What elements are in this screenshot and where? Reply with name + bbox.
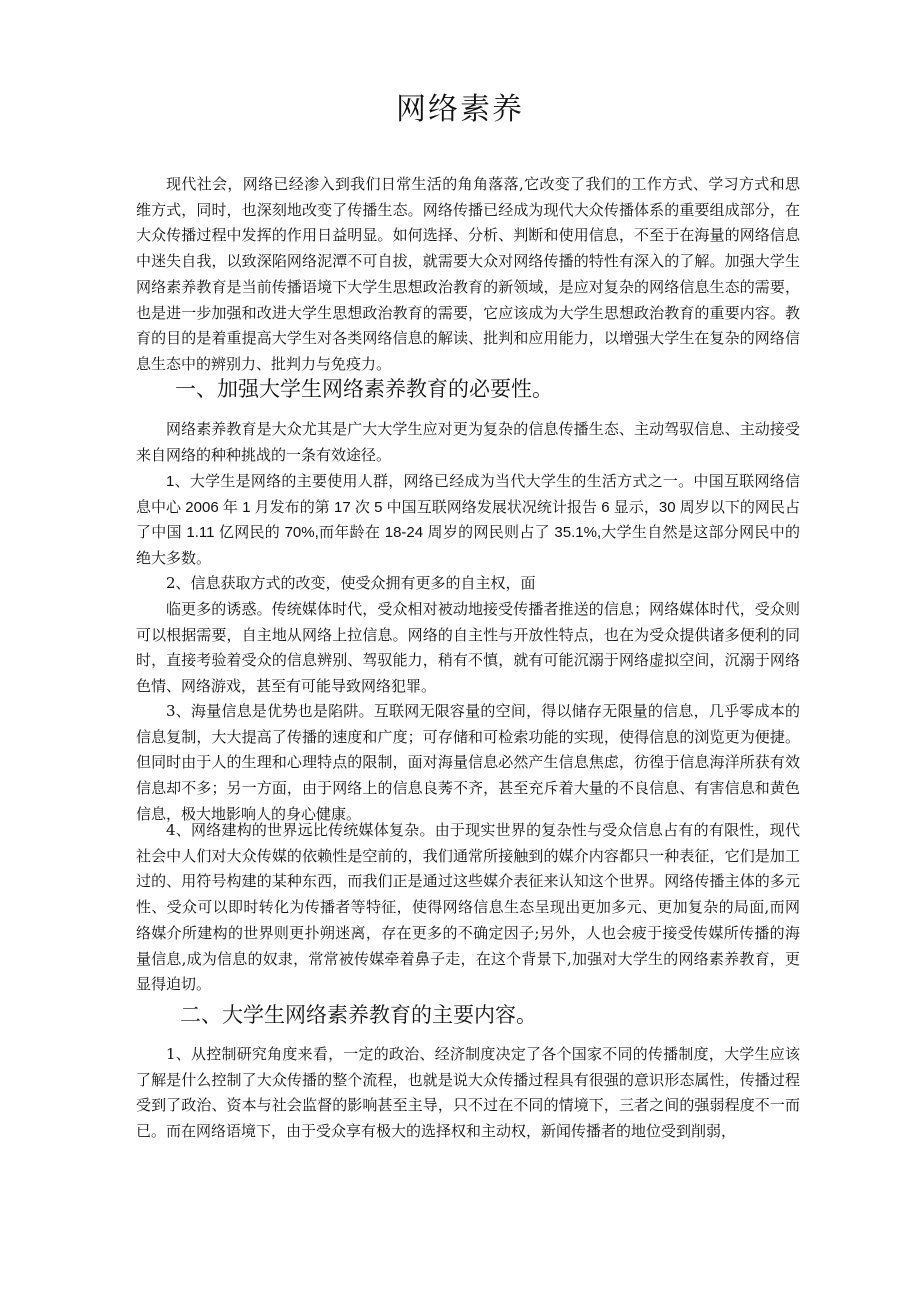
- section-1-paragraph-3: 3、海量信息是优势也是陷阱。互联网无限容量的空间，得以储存无限量的信息，几乎零成本的信息复制，大大提高了传播的速度和广度；可存储和可检索功能的实现，使得信息的浏览更为便捷。但同时由于人的生理和心理特点的限制，面对海量信息必然产生信息焦虑，彷徨于信息海洋所获有效信息却不多；另一方面，由于网络上的信息良莠不齐，甚至充斥着大量的不良信息、有害信息和黄色信息，极大地影响人的身心健康。: [136, 702, 800, 823]
- section-1-heading: 一、加强大学生网络素养教育的必要性。: [175, 377, 553, 401]
- section-1-paragraph-2b: 临更多的诱惑。传统媒体时代，受众相对被动地接受传播者推送的信息；网络媒体时代，受众则可以根据需要，自主地从网络上拉信息。网络的自主性与开放性特点，也在为受众提供诸多便利的同时，直接考验着受众的信息辨别、驾驭能力，稍有不慎，就有可能沉溺于网络虚拟空间，沉溺于网络色情、网络游戏，甚至有可能导致网络犯罪。: [136, 600, 800, 696]
- section-1-paragraph-intro: 网络素养教育是大众尤其是广大大学生应对更为复杂的信息传播生态、主动驾驭信息、主动接受来自网络的种种挑战的一条有效途径。: [136, 420, 800, 464]
- document-title: 网络素养: [396, 92, 524, 127]
- intro-paragraph: 现代社会，网络已经渗入到我们日常生活的角角落落,它改变了我们的工作方式、学习方式和思维方式，同时，也深刻地改变了传播生态。网络传播已经成为现代大众传播体系的重要组成部分，在大众传播过程中发挥的作用日益明显。如何选择、分析、判断和使用信息，不至于在海量的网络信息中迷失自我，以致深陷网络泥潭不可自拔，就需要大众对网络传播的特性有深入的了解。加强大学生网络素养教育是当前传播语境下大学生思想政治教育的新领域，是应对复杂的网络信息生态的需要，也是进一步加强和改进大学生思想政治教育的需要，它应该成为大学生思想政治教育的重要内容。教育的目的是着重提高大学生对各类网络信息的解读、批判和应用能力，以增强大学生在复杂的网络信息生态中的辨别力、批判力与免疫力。: [136, 175, 800, 373]
- section-1-paragraph-2a: 2、信息获取方式的改变，使受众拥有更多的自主权，面: [166, 574, 536, 592]
- section-1-paragraph-4: 4、网络建构的世界远比传统媒体复杂。由于现实世界的复杂性与受众信息占有的有限性，现代社会中人们对大众传媒的依赖性是空前的，我们通常所接触到的媒介内容都只一种表征，它们是加工过的、用符号构建的某种东西，而我们正是通过这些媒介表征来认知这个世界。网络传播主体的多元性、受众可以即时转化为传播者等特征，使得网络信息生态呈现出更加多元、更加复杂的局面,而网络媒介所建构的世界则更扑朔迷离，存在更多的不确定因子;另外，人也会疲于接受传媒所传播的海量信息,成为信息的奴隶，常常被传媒牵着鼻子走，在这个背景下,加强对大学生的网络素养教育，更显得迫切。: [136, 821, 800, 994]
- section-1-paragraph-1: 1、大学生是网络的主要使用人群，网络已经成为当代大学生的生活方式之一。中国互联网络信息中心 2006 年 1 月发布的第 17 次 5 中国互联网络发展状况统计报告 6 显示，30 周岁以下的网民占了中国 1.11 亿网民的 70%,而年龄在 18-24 周岁的网民则占了 35.1%,大学生自然是这部分网民中的绝大多数。: [136, 473, 800, 568]
- section-2-heading: 二、大学生网络素养教育的主要内容。: [180, 1003, 537, 1027]
- section-2-paragraph-1: 1、从控制研究角度来看，一定的政治、经济制度决定了各个国家不同的传播制度，大学生应该了解是什么控制了大众传播的整个流程，也就是说大众传播过程具有很强的意识形态属性，传播过程受到了政治、资本与社会监督的影响甚至主导，只不过在不同的情境下，三者之间的强弱程度不一而已。而在网络语境下，由于受众享有极大的选择权和主动权，新闻传播者的地位受到削弱，: [136, 1045, 800, 1141]
